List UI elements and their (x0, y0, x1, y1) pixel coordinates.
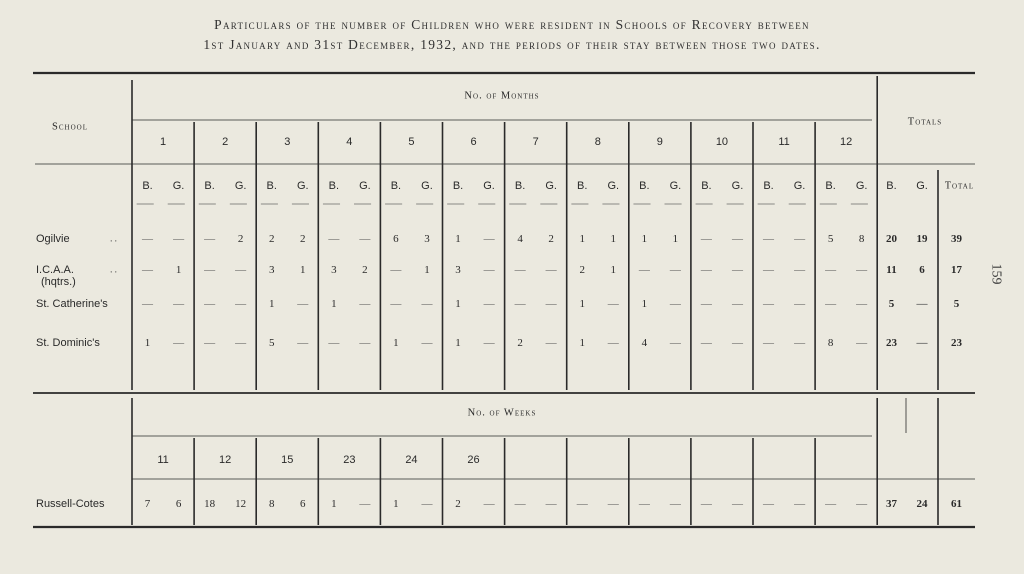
table-cell: 2 (455, 498, 461, 510)
boys-column-label: B. (639, 180, 650, 192)
table-cell: — (359, 498, 371, 510)
table-cell: — (390, 298, 402, 310)
table-cell: 2 (579, 264, 585, 276)
table-cell: 3 (424, 233, 430, 245)
grand-total-cell: 5 (953, 298, 960, 310)
table-cell: — (638, 264, 650, 276)
table-cell: — (173, 233, 185, 245)
table-cell: — (421, 337, 433, 349)
table-cell: — (545, 337, 557, 349)
table-cell: — (390, 264, 402, 276)
week-header: 23 (343, 454, 356, 466)
total-cell: 11 (886, 264, 897, 276)
boys-column-label: B. (266, 180, 277, 192)
table-cell: — (794, 233, 806, 245)
month-header: 8 (594, 136, 601, 148)
month-header: 9 (656, 136, 663, 148)
table-cell: 1 (424, 264, 430, 276)
table-cell: — (204, 264, 216, 276)
boys-column-label: B. (763, 180, 774, 192)
table-cell: 4 (641, 337, 648, 349)
total-cell: 37 (886, 498, 897, 510)
total-cell: 5 (888, 298, 895, 310)
girls-column-label: G. (234, 180, 247, 192)
table-cell: — (731, 233, 743, 245)
table-cell: 1 (610, 264, 617, 276)
table-cell: — (700, 298, 712, 310)
girls-column-label: G. (421, 180, 433, 192)
school-name-text: St. Dominic's (36, 337, 100, 349)
table-cell: — (794, 337, 806, 349)
total-cell: — (916, 337, 928, 349)
table-cell: 4 (517, 233, 523, 245)
table-cell: 5 (268, 337, 275, 349)
table-cell: — (700, 498, 712, 510)
table-cell: — (763, 264, 775, 276)
school-name (36, 233, 70, 245)
boys-column-label: B. (390, 180, 402, 192)
table-cell: — (669, 498, 681, 510)
table-cell: 2 (517, 337, 523, 349)
table-cell: 2 (362, 264, 368, 276)
boys-column-label: B. (701, 180, 712, 192)
table-cell: — (514, 498, 526, 510)
grand-total-cell: 61 (951, 498, 962, 510)
table-cell: — (514, 264, 526, 276)
table-cell: — (235, 337, 247, 349)
table-cell: 6 (300, 498, 306, 510)
page-number: 159 (988, 263, 1004, 285)
table-cell: 1 (641, 233, 648, 245)
no-of-weeks-header: No. of Weeks (467, 407, 537, 419)
table-cell: 1 (579, 233, 585, 245)
table-cell: — (204, 233, 216, 245)
table-cell: — (607, 498, 619, 510)
table-cell: 1 (579, 337, 585, 349)
table-cell: 1 (672, 233, 679, 245)
table-cell: 6 (175, 498, 182, 510)
table-cell: 8 (827, 337, 834, 349)
table-cell: — (825, 298, 837, 310)
month-header: 2 (222, 136, 229, 148)
table-cell: 1 (455, 233, 461, 245)
school-name-text: St. Catherine's (36, 298, 108, 310)
week-header: 12 (219, 454, 232, 466)
month-header: 3 (284, 136, 291, 148)
table-cell: — (794, 298, 806, 310)
grand-total-cell: 39 (951, 233, 962, 245)
table-cell: — (607, 337, 619, 349)
table-title-line-1: Particulars of the number of Children who were resident in Schools of Recovery between (214, 17, 810, 32)
month-header: 11 (778, 136, 790, 148)
table-cell: — (483, 498, 495, 510)
table-cell: 3 (455, 264, 461, 276)
table-cell: — (142, 264, 154, 276)
total-cell: 24 (916, 498, 928, 510)
boys-column-label: B. (577, 180, 588, 192)
table-cell: — (856, 337, 868, 349)
table-cell: 2 (237, 233, 244, 245)
table-cell: 18 (204, 498, 216, 510)
table-cell: — (235, 264, 247, 276)
girls-column-label: G. (607, 180, 620, 192)
table-cell: — (328, 233, 340, 245)
total-cell: 19 (916, 233, 928, 245)
total-cell: — (916, 298, 928, 310)
boys-column-label: B. (825, 180, 836, 192)
table-cell: — (731, 337, 743, 349)
table-cell: 2 (300, 233, 306, 245)
table-cell: 8 (268, 498, 275, 510)
table-cell: — (545, 264, 557, 276)
table-cell: 2 (268, 233, 275, 245)
girls-column-label: G. (669, 180, 682, 192)
table-cell: 2 (548, 233, 554, 245)
week-header: 26 (467, 454, 480, 466)
table-cell: — (359, 233, 371, 245)
table-cell: — (204, 337, 216, 349)
table-cell: — (825, 498, 837, 510)
table-cell: — (700, 233, 712, 245)
table-cell: 6 (393, 233, 399, 245)
month-header: 4 (346, 136, 353, 148)
total-cell: 20 (886, 233, 897, 245)
table-cell: — (142, 233, 154, 245)
table-cell: — (421, 498, 433, 510)
table-cell: — (794, 498, 806, 510)
leader-dots: .. (110, 264, 119, 276)
grand-total-cell: 17 (951, 264, 962, 276)
table-cell: — (204, 298, 216, 310)
girls-column-label: G. (483, 180, 495, 192)
girls-column-label: G. (545, 180, 557, 192)
table-cell: 1 (393, 337, 399, 349)
school-name-text: Ogilvie (36, 233, 70, 245)
table-cell: — (173, 337, 185, 349)
table-cell: — (483, 233, 495, 245)
table-cell: — (235, 298, 247, 310)
girls-column-label: G. (172, 180, 185, 192)
school-name-subtitle: (hqtrs.) (41, 276, 76, 288)
month-header: 1 (159, 136, 167, 148)
table-cell: — (700, 337, 712, 349)
table-cell: 3 (268, 264, 275, 276)
month-header: 6 (470, 136, 477, 148)
table-cell: — (669, 337, 681, 349)
table-cell: — (731, 264, 743, 276)
table-cell: 1 (331, 298, 337, 310)
table-cell: 1 (300, 264, 306, 276)
totals-boys-label: B. (886, 180, 897, 192)
table-cell: — (421, 298, 433, 310)
school-name (36, 298, 108, 310)
boys-column-label: B. (514, 180, 526, 192)
table-cell: — (545, 298, 557, 310)
total-cell: 23 (886, 337, 897, 349)
month-header: 10 (715, 136, 729, 148)
totals-girls-label: G. (916, 180, 928, 192)
table-cell: — (763, 298, 775, 310)
table-cell: 8 (858, 233, 865, 245)
month-header: 12 (840, 136, 853, 148)
table-cell: — (173, 298, 185, 310)
table-cell: — (359, 298, 371, 310)
table-cell: — (763, 498, 775, 510)
girls-column-label: G. (731, 180, 744, 192)
table-cell: 1 (641, 298, 648, 310)
table-cell: 1 (455, 298, 461, 310)
table-cell: — (638, 498, 650, 510)
total-cell: 6 (919, 264, 925, 276)
grand-total-label: Total (944, 180, 975, 192)
table-cell: 7 (144, 498, 151, 510)
girls-column-label: G. (359, 180, 371, 192)
leader-dots: .. (110, 233, 119, 245)
table-cell: — (763, 233, 775, 245)
table-cell: — (669, 298, 681, 310)
table-title-line-2: 1st January and 31st December, 1932, and the periods of their stay between those two dates. (203, 37, 821, 52)
table-cell: — (297, 337, 309, 349)
table-cell: 1 (610, 233, 617, 245)
totals-header: Totals (907, 116, 943, 128)
table-cell: — (545, 498, 557, 510)
table-cell: — (700, 264, 712, 276)
table-cell: — (576, 498, 588, 510)
table-cell: 5 (827, 233, 834, 245)
school-name (36, 264, 76, 288)
table-cell: — (669, 264, 681, 276)
table-cell: — (359, 337, 371, 349)
table-cell: 1 (331, 498, 337, 510)
table-cell: 1 (144, 337, 151, 349)
girls-column-label: G. (793, 180, 806, 192)
month-header: 5 (408, 136, 415, 148)
week-header: 24 (405, 454, 418, 466)
boys-column-label: B. (142, 180, 153, 192)
table-cell: — (142, 298, 154, 310)
school-name (36, 337, 100, 349)
no-of-months-header: No. of Months (464, 90, 540, 102)
table-cell: — (328, 337, 340, 349)
table-cell: 1 (268, 298, 275, 310)
school-header: School (52, 121, 88, 133)
girls-column-label: G. (296, 180, 309, 192)
table-cell: 12 (235, 498, 247, 510)
school-name-text: I.C.A.A. (36, 264, 74, 276)
table-cell: 1 (579, 298, 585, 310)
table-cell: — (763, 337, 775, 349)
table-cell: — (483, 298, 495, 310)
table-cell: — (794, 264, 806, 276)
table-cell: — (297, 298, 309, 310)
table-cell: — (483, 337, 495, 349)
boys-column-label: B. (452, 180, 464, 192)
table-cell: — (731, 298, 743, 310)
table-cell: — (856, 498, 868, 510)
week-header: 15 (281, 454, 294, 466)
school-name: Russell-Cotes (36, 498, 105, 510)
table-cell: — (607, 298, 619, 310)
boys-column-label: B. (204, 180, 215, 192)
table-cell: — (514, 298, 526, 310)
table-cell: — (856, 264, 868, 276)
boys-column-label: B. (328, 180, 340, 192)
table-cell: — (731, 498, 743, 510)
girls-column-label: G. (855, 180, 868, 192)
table-cell: 3 (331, 264, 337, 276)
table-cell: — (825, 264, 837, 276)
month-header: 7 (532, 136, 539, 148)
table-cell: — (483, 264, 495, 276)
table-cell: — (856, 298, 868, 310)
table-cell: 1 (455, 337, 461, 349)
grand-total-cell: 23 (951, 337, 962, 349)
week-header: 11 (157, 454, 169, 466)
table-cell: 1 (175, 264, 182, 276)
table-cell: 1 (393, 498, 399, 510)
